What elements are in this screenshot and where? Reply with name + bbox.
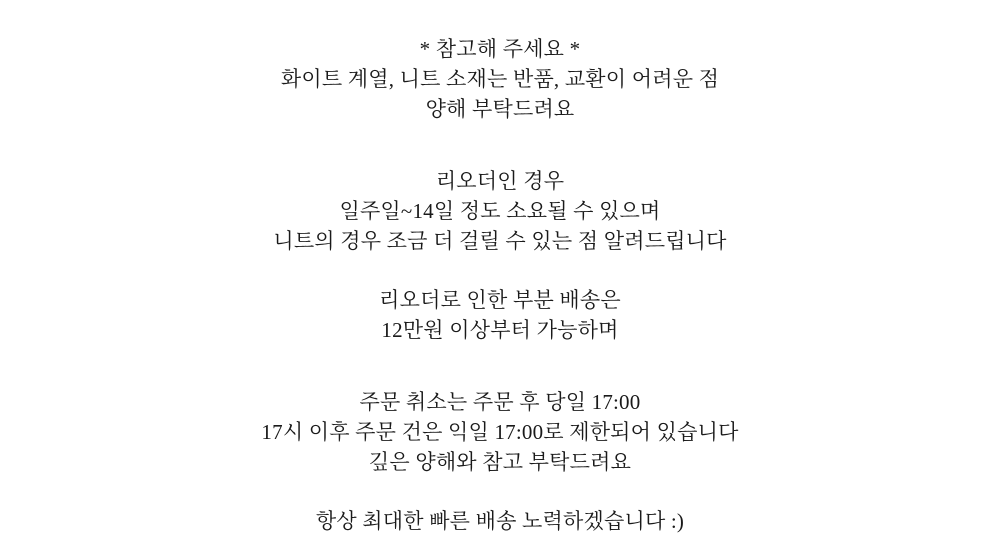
notice-line: 양해 부탁드려요 [425, 97, 575, 121]
notice-line: 12만원 이상부터 가능하며 [381, 318, 619, 342]
notice-block-order-cancel-policy [0, 387, 1000, 477]
notice-line: 깊은 양해와 참고 부탁드려요 [368, 450, 632, 475]
notice-block-partial-shipping [0, 285, 1000, 345]
notice-block-note-header [0, 34, 1000, 124]
notice-line: 일주일~14일 정도 소요될 수 있으며 [339, 199, 661, 224]
notice-line: 주문 취소는 주문 후 당일 17:00 [359, 390, 641, 415]
notice-line: 리오더인 경우 [435, 169, 565, 194]
notice-line: 화이트 계열, 니트 소재는 반품, 교환이 어려운 점 [280, 67, 720, 91]
notice-line: 17시 이후 주문 건은 익일 17:00로 제한되어 있습니다 [261, 420, 739, 445]
notice-line: 항상 최대한 빠른 배송 노력하겠습니다 :) [315, 509, 685, 533]
notice-line: 니트의 경우 조금 더 걸릴 수 있는 점 알려드립니다 [273, 229, 727, 254]
notice-line: * 참고해 주세요 * [419, 37, 581, 61]
notice-block-reorder-lead-time [0, 166, 1000, 256]
notice-line: 리오더로 인한 부분 배송은 [379, 288, 621, 312]
notice-block-closing [0, 506, 1000, 536]
